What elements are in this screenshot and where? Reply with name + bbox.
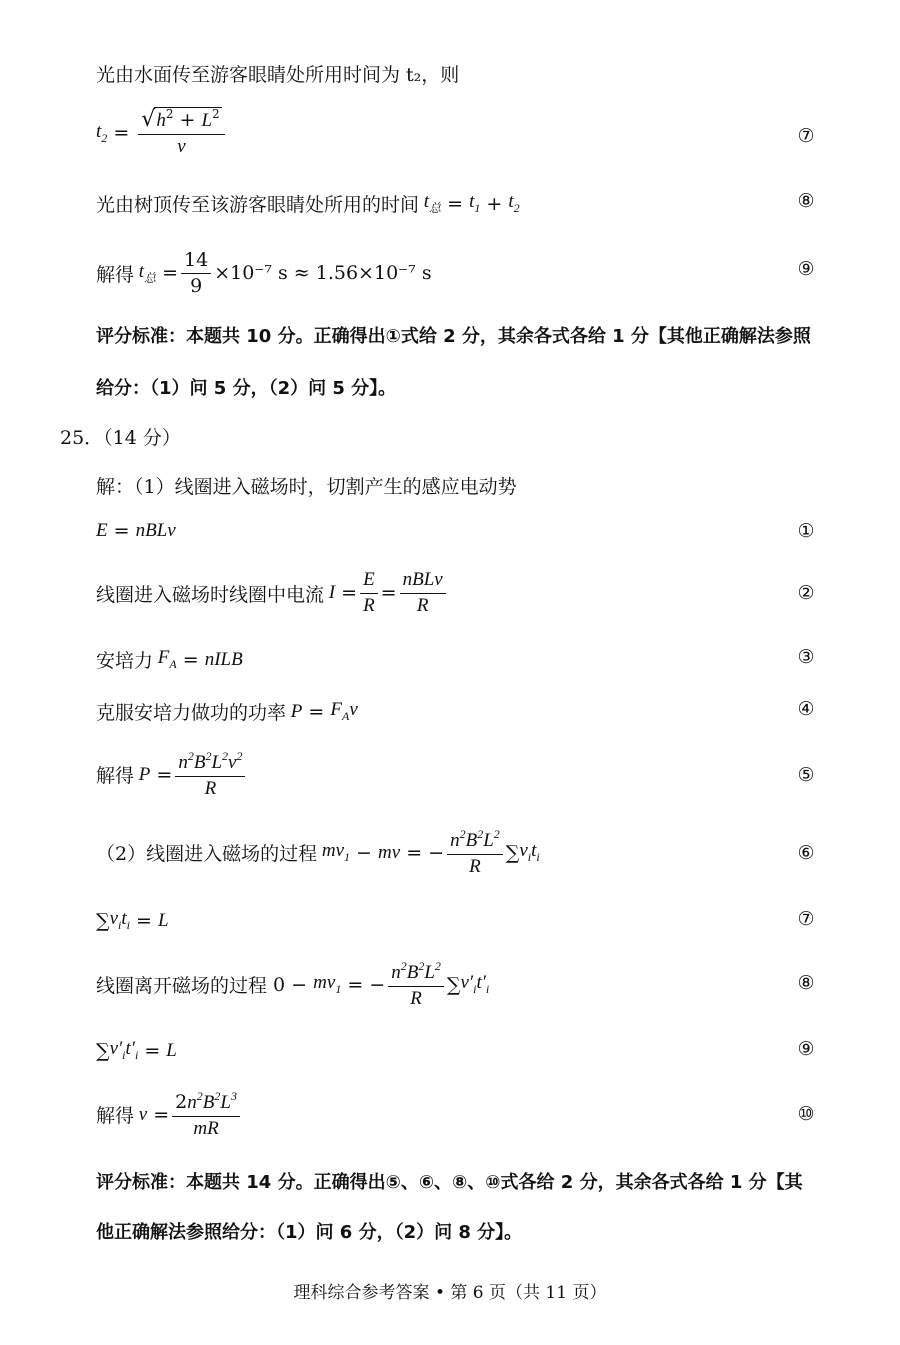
q25-intro-text: 解：（1）线圈进入磁场时，切割产生的感应电动势 bbox=[96, 476, 517, 498]
equation-current: 线圈进入磁场时线圈中电流 I = $\frac{E}{R}$ = $\frac{\text{nBLv}}{R}$ bbox=[96, 570, 860, 617]
page-footer: 理科综合参考答案 • 第 6 页（共 11 页） bbox=[293, 1283, 607, 1303]
question-25-header: 25．（14 分） bbox=[60, 427, 181, 449]
solve-prefix: 解得 bbox=[96, 263, 135, 286]
equation-t2: $t_2$ = $\frac{√h^2 + L^2}{v}$ bbox=[96, 108, 860, 158]
scoring-note-1-text-2: 给分：（1）问 5 分，（2）问 5 分】。 bbox=[96, 378, 397, 399]
ampere-intro: 安培力 bbox=[96, 650, 154, 672]
equation-sum-enter: ∑ $v_it_i$ = L bbox=[96, 908, 169, 932]
equation-number-7a: ⑦ bbox=[797, 125, 815, 147]
part2-intro: （2）线圈进入磁场的过程 bbox=[96, 843, 318, 866]
equation-momentum-enter: （2）线圈进入磁场的过程 $mv_1$ − mv = − $\frac{n^2B^2L^2}{R}$ ∑ $v_it_i$ bbox=[96, 827, 540, 877]
leave-intro: 线圈离开磁场的过程 bbox=[96, 975, 268, 998]
solve-prefix-5: 解得 bbox=[96, 765, 135, 788]
scoring-note-1-line-1 bbox=[96, 322, 860, 348]
t-total-result: ×10⁻⁷ s ≈ 1.56×10⁻⁷ s bbox=[214, 262, 432, 285]
fraction-t2: $\frac{√h^2 + L^2}{v}$ bbox=[138, 108, 224, 158]
equation-number-8: ⑧ bbox=[797, 972, 815, 994]
equation-number-6: ⑥ bbox=[797, 842, 815, 864]
current-intro: 线圈进入磁场时线圈中电流 bbox=[96, 583, 325, 606]
equation-number-9a: ⑨ bbox=[797, 258, 815, 280]
equation-number-1: ① bbox=[797, 520, 815, 542]
equation-number-7: ⑦ bbox=[797, 908, 815, 930]
equation-number-9: ⑨ bbox=[797, 1038, 815, 1060]
equation-t-total: 光由树顶传至该游客眼睛处所用的时间 $t_总$ = $t_1$ + $t_2$ bbox=[96, 191, 520, 216]
equation-velocity-result: 解得 v = $\frac{2n^2B^2L^3}{mR}$ bbox=[96, 1090, 860, 1140]
scoring-note-2-line-2 bbox=[96, 1218, 860, 1244]
equation-momentum-leave: 线圈离开磁场的过程 0 − $mv_1$ = − $\frac{n^2B^2L^2}{R}$ ∑ $v'_it'_i$ bbox=[96, 959, 490, 1009]
scoring-note-2-line-1 bbox=[96, 1168, 860, 1194]
scoring-note-1-line-2 bbox=[96, 374, 860, 400]
q25-intro bbox=[96, 472, 860, 499]
equation-number-5: ⑤ bbox=[797, 764, 815, 786]
scoring-note-1-text-1: 评分标准：本题共 10 分。正确得出①式给 2 分，其余各式各给 1 分【其他正确解法参照 bbox=[96, 326, 811, 347]
fraction-14-9: $\frac{14}{9}$ bbox=[181, 250, 211, 297]
equation-number-2: ② bbox=[797, 582, 815, 604]
scoring-note-2-text-1: 评分标准：本题共 14 分。正确得出⑤、⑥、⑧、⑩式各给 2 分，其余各式各给 1 分【其 bbox=[96, 1172, 803, 1193]
equation-number-10: ⑩ bbox=[797, 1103, 815, 1125]
equation-number-3: ③ bbox=[797, 646, 815, 668]
equation-sum-leave: ∑ $v'_it'_i$ = L bbox=[96, 1038, 177, 1062]
text-line-t2-intro bbox=[96, 60, 860, 87]
equation-power: 克服安培力做功的功率 P = $F_Av$ bbox=[96, 699, 358, 724]
t2-intro-text: 光由水面传至游客眼睛处所用时间为 t₂，则 bbox=[96, 64, 460, 86]
scoring-note-2-text-2: 他正确解法参照给分：（1）问 6 分，（2）问 8 分】。 bbox=[96, 1222, 523, 1243]
equation-power-result: 解得 P = $\frac{n^2B^2L^2v^2}{R}$ bbox=[96, 750, 860, 800]
power-intro: 克服安培力做功的功率 bbox=[96, 702, 287, 724]
equation-ampere-force: 安培力 $F_A$ = nILB bbox=[96, 647, 243, 672]
equation-number-8a: ⑧ bbox=[797, 190, 815, 212]
equation-emf: E = nBLv bbox=[96, 520, 176, 542]
solve-prefix-10: 解得 bbox=[96, 1105, 135, 1128]
equation-number-4: ④ bbox=[797, 698, 815, 720]
total-time-intro: 光由树顶传至该游客眼睛处所用的时间 bbox=[96, 194, 420, 216]
equation-t-total-result: 解得 $t_总$ = $\frac{14}{9}$ ×10⁻⁷ s ≈ 1.56×10⁻⁷ s bbox=[96, 249, 432, 297]
